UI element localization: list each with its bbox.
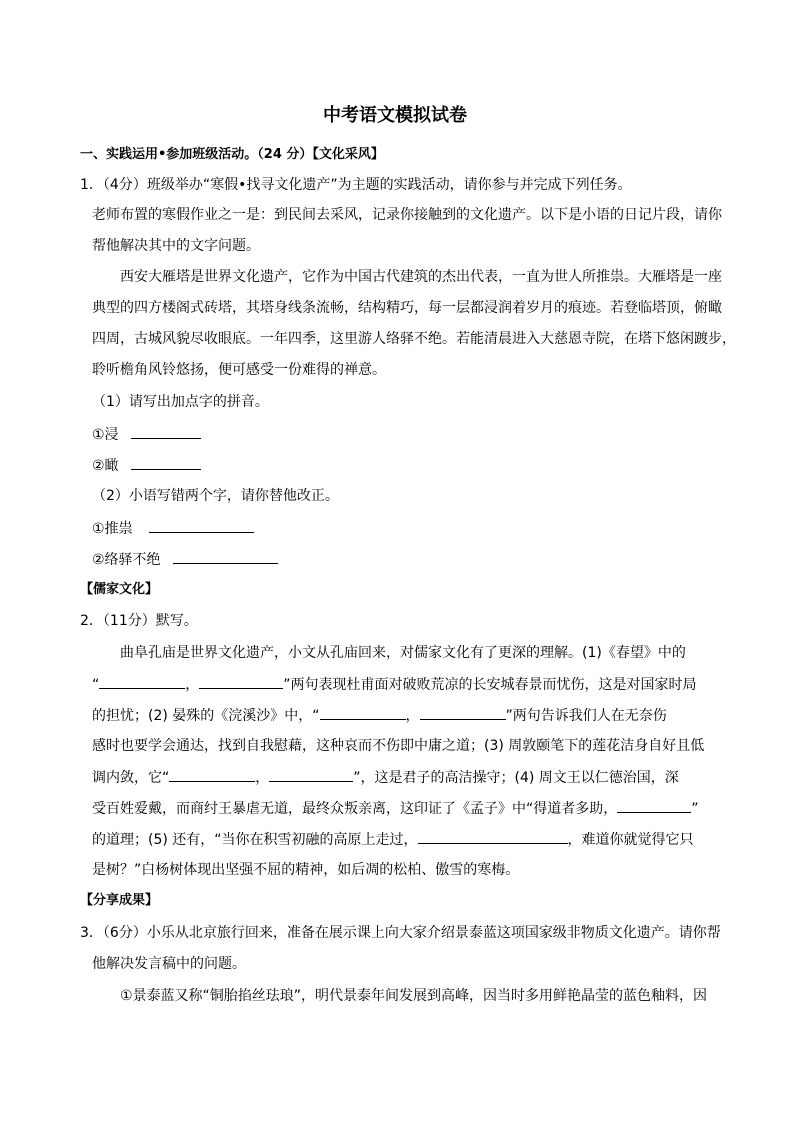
q1-sub2-item-b-label: ②络驿不绝: [92, 552, 161, 568]
answer-blank[interactable]: [99, 674, 185, 689]
q1-passage-line4: 聆听檐角风铃悠扬，便可感受一份难得的禅意。: [92, 362, 386, 378]
answer-blank[interactable]: [149, 518, 254, 533]
q2-line5-text-c: ”，这是君子的高洁操守；(4) 周文王以仁德治国，深: [353, 770, 679, 786]
q1-sub2-item-b: [92, 549, 278, 570]
page-title: 中考语文模拟试卷: [323, 105, 467, 126]
q1-sub2-prompt: （2）小语写错两个字，请你替他改正。: [92, 488, 339, 504]
q2-line3: [92, 705, 667, 726]
answer-blank[interactable]: [131, 424, 201, 439]
q2-line2-comma: ，: [185, 677, 200, 693]
answer-blank[interactable]: [199, 674, 283, 689]
q2-line5-comma: ，: [255, 770, 270, 786]
q2-line2: [92, 674, 697, 695]
q2-line2-open-quote: “: [92, 677, 100, 693]
q3-stem-line2: 他解决发言稿中的问题。: [92, 956, 246, 972]
section3-heading: 【分享成果】: [80, 893, 159, 908]
q1-intro-line1: 老师布置的寒假作业之一是：到民间去采风，记录你接触到的文化遗产。以下是小语的日记片段，请你: [92, 207, 722, 223]
q2-line6-text-a: 受百姓爱戴，而商纣王暴虐无道，最终众叛亲离，这印证了《孟子》中“得道者多助，: [92, 801, 618, 817]
answer-blank[interactable]: [420, 705, 506, 720]
q2-line5-text-a: 调内敛，它“: [92, 770, 170, 786]
q2-line7-text-b: ，难道你就觉得它只: [567, 832, 694, 848]
q1-sub2-item-a-label: ①推祟: [92, 521, 133, 537]
q3-stem: 3．（6分）小乐从北京旅行回来，准备在展示课上向大家介绍景泰蓝这项国家级非物质文化遗产。请你帮: [80, 925, 721, 941]
q1-stem: 1．（4分）班级举办“寒假•找寻文化遗产”为主题的实践活动，请你参与并完成下列任务。: [80, 177, 632, 193]
q1-sub1-item-a: [92, 424, 201, 445]
q2-line3-comma: ，: [405, 708, 420, 724]
answer-blank[interactable]: [418, 829, 568, 844]
q2-line8: 是树？”白杨树体现出坚强不屈的精神，如后凋的松柏、傲雪的寒梅。: [92, 862, 520, 878]
q2-line2-text: ”两句表现杜甫面对破败荒凉的长安城春景而忧伤，这是对国家时局: [283, 677, 697, 693]
section2-heading: 【儒家文化】: [80, 582, 159, 597]
q2-line1: 曲阜孔庙是世界文化遗产，小文从孔庙回来，对儒家文化有了更深的理解。(1)《春望》中的: [120, 645, 686, 661]
q1-passage-line2: 典型的四方楼阁式砖塔，其塔身线条流畅，结构精巧，每一层都浸润着岁月的痕迹。若登临塔顶，俯瞰: [92, 300, 722, 316]
q1-intro-line2: 帮他解决其中的文字问题。: [92, 238, 260, 254]
answer-blank[interactable]: [169, 767, 255, 782]
q1-sub1-item-b: [92, 455, 201, 476]
q2-line6: [92, 798, 699, 819]
q2-line5: [92, 767, 679, 788]
q3-para1: ①景泰蓝又称“铜胎掐丝珐琅”，明代景泰年间发展到高峰，因当时多用鲜艳晶莹的蓝色釉料，因: [120, 988, 708, 1004]
section1-heading: 一、实践运用•参加班级活动。（24 分）【文化采风】: [80, 147, 384, 162]
q2-stem: 2．（11分）默写。: [80, 613, 198, 629]
q2-line7: [92, 829, 694, 850]
q1-passage-line1: 西安大雁塔是世界文化遗产，它作为中国古代建筑的杰出代表，一直为世人所推祟。大雁塔是一座: [120, 269, 722, 285]
q1-sub1-item-a-label: ①浸: [92, 427, 119, 443]
q2-line3-text-c: ”两句告诉我们人在无奈伤: [505, 708, 667, 724]
q1-sub2-item-a: [92, 518, 254, 539]
answer-blank[interactable]: [173, 549, 278, 564]
q2-line7-text-a: 的道理；(5) 还有，“当你在积雪初融的高原上走过，: [92, 832, 418, 848]
answer-blank[interactable]: [269, 767, 353, 782]
q1-passage-line3: 四周，古城风貌尽收眼底。一年四季，这里游人络驿不绝。若能清晨进入大慈恩寺院，在塔下悠闲踱步，: [92, 331, 736, 347]
q1-sub1-item-b-label: ②瞰: [92, 458, 119, 474]
q1-sub1-prompt: （1）请写出加点字的拼音。: [92, 394, 269, 410]
answer-blank[interactable]: [617, 798, 691, 813]
q2-line3-text-a: 的担忧；(2) 晏殊的《浣溪沙》中，“: [92, 708, 320, 724]
answer-blank[interactable]: [131, 455, 201, 470]
answer-blank[interactable]: [320, 705, 406, 720]
q2-line6-close-quote: ”: [691, 801, 699, 817]
q2-line4: 感时也要学会通达，找到自我慰藉，这种哀而不伤即中庸之道；(3) 周敦颐笔下的莲花洁身自好且低: [92, 738, 705, 754]
